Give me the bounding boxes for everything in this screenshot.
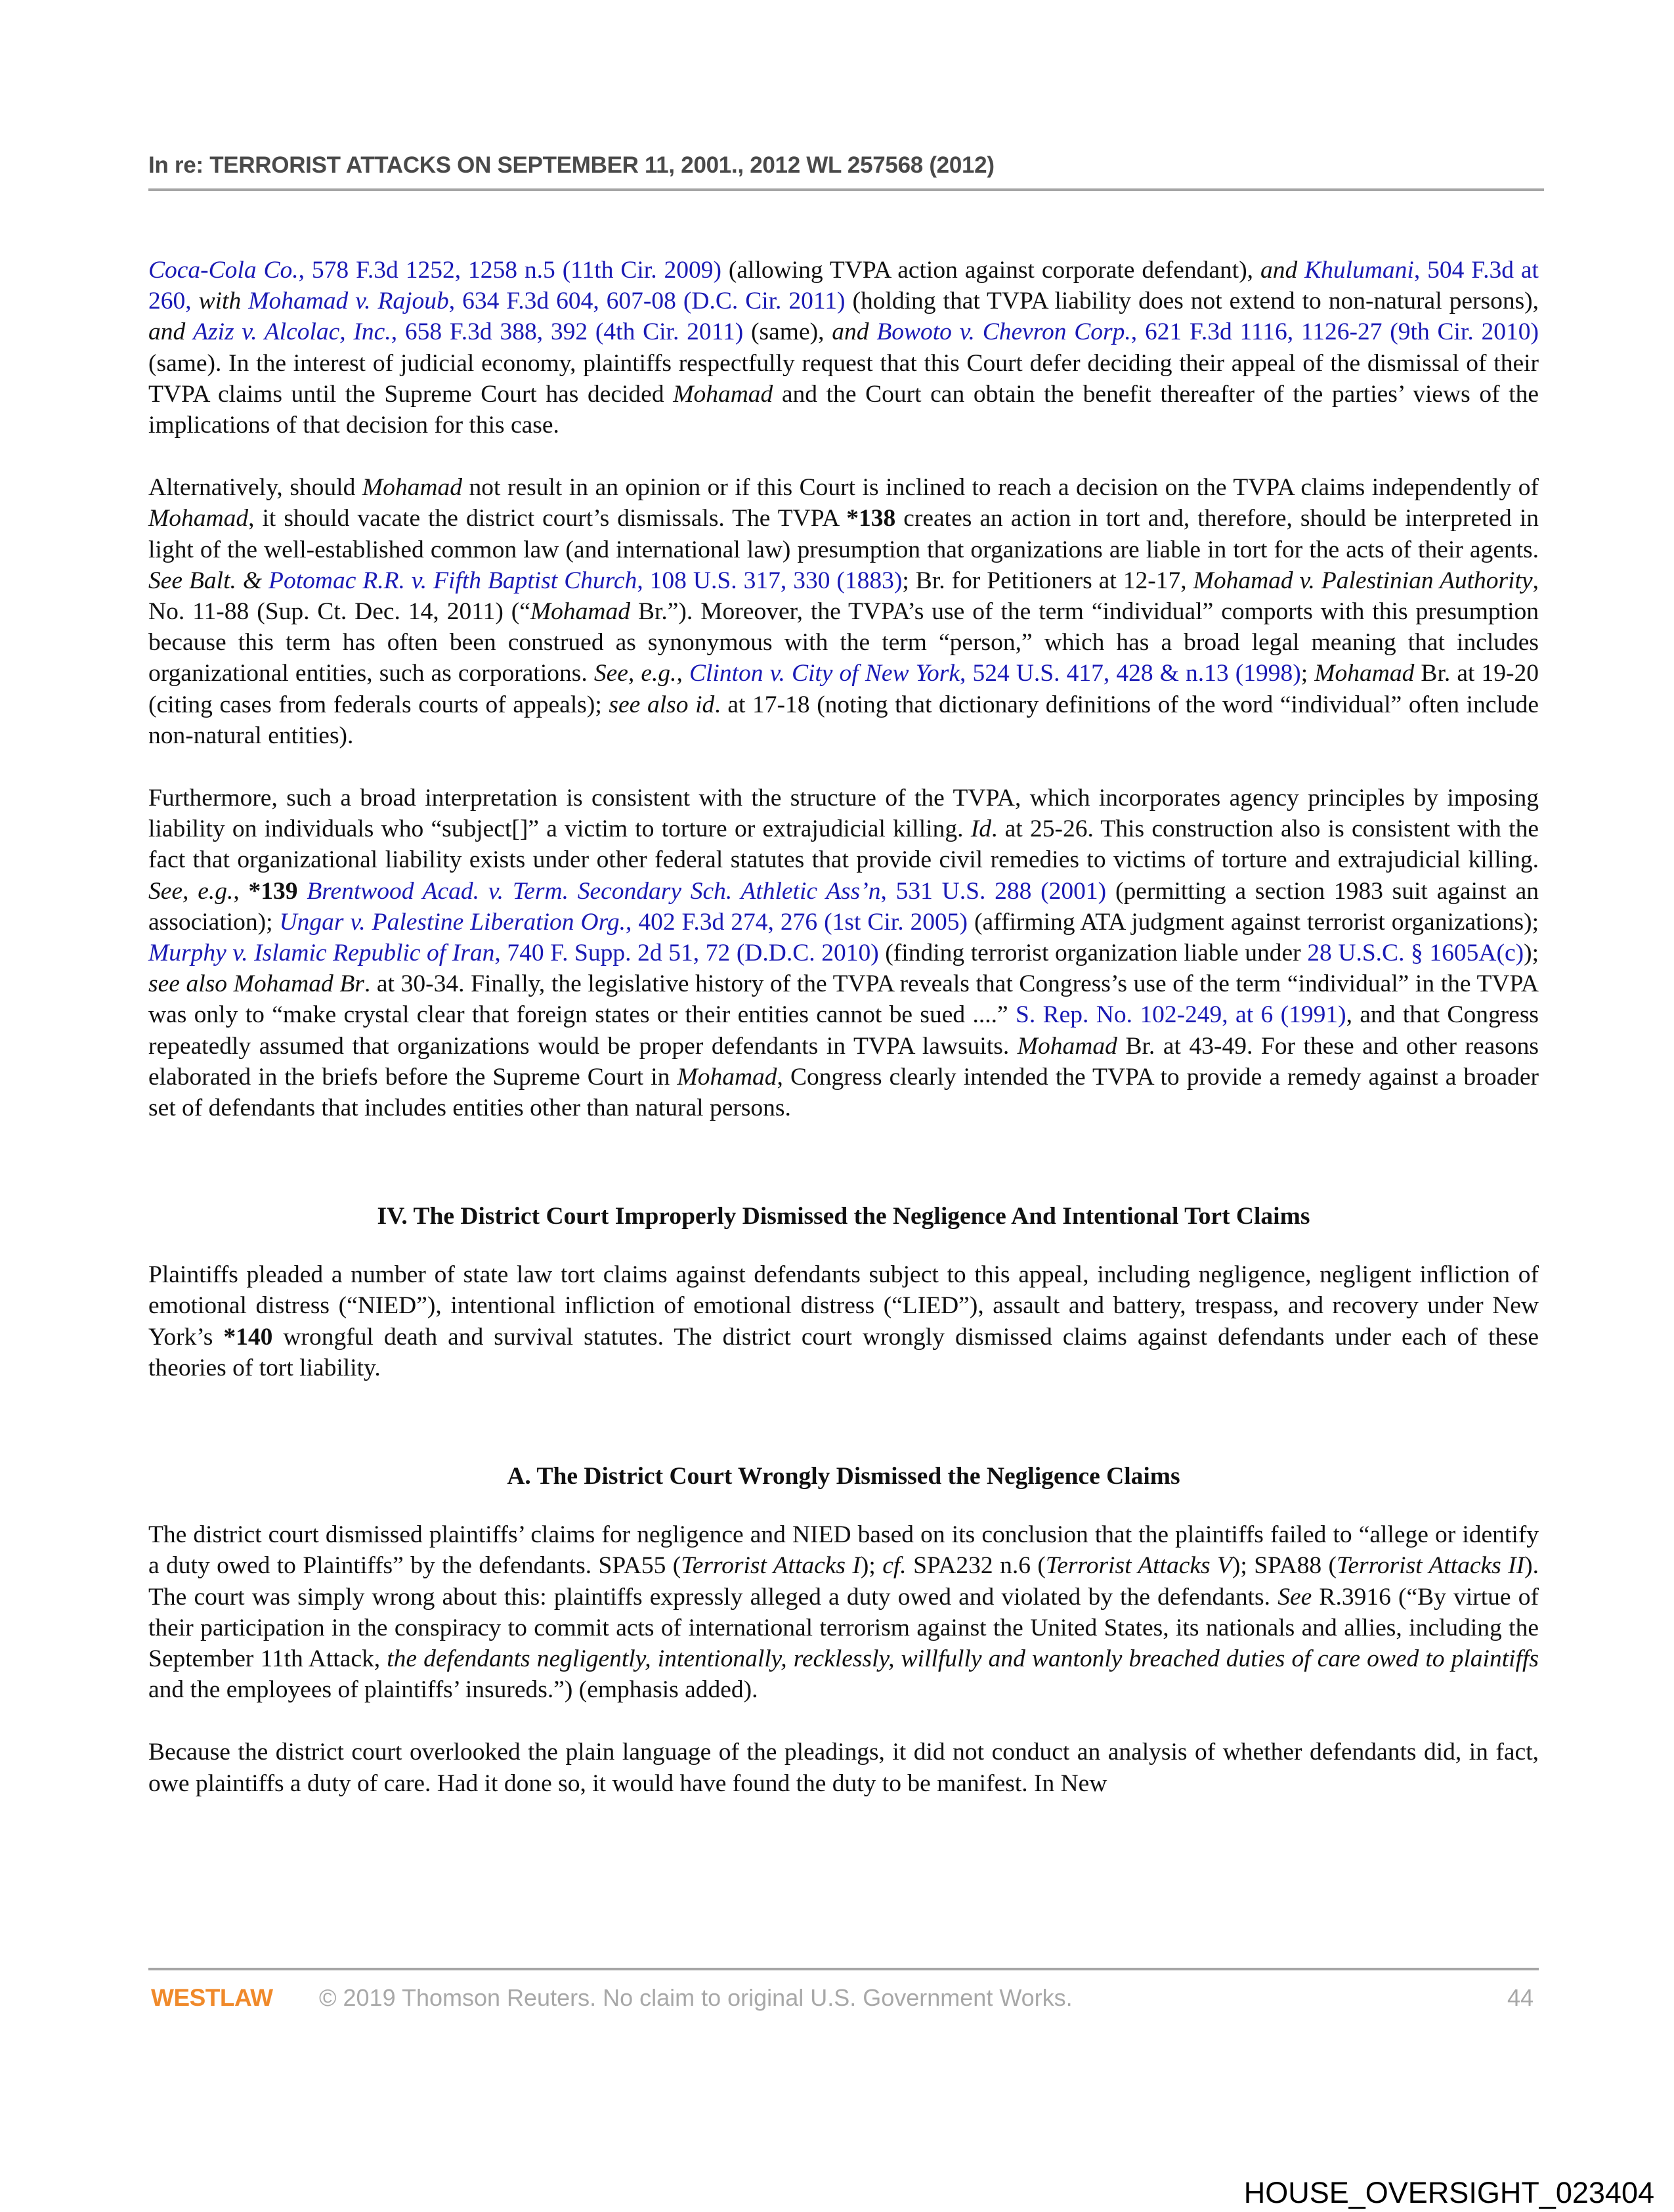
text-run: See Balt. & xyxy=(148,567,269,594)
text-run: Plaintiffs pleaded a number of state law tort claims against defendants subject to this appeal, including negligence, negligent infliction of emotional distress (“NIED”), intentional infliction of emotional distress (“LIED”), assault and battery, trespass, and recovery under New York’s xyxy=(148,1261,1539,1351)
text-run: *138 xyxy=(846,505,896,532)
text-run: not result in an opinion or if this Court is inclined to reach a decision on the TVPA claims independently of xyxy=(461,474,1539,502)
text-run: Terrorist Attacks I xyxy=(681,1552,861,1580)
text-run xyxy=(683,660,689,687)
text-run: (allowing TVPA action against corporate defendant), xyxy=(721,257,1260,284)
citation-link[interactable]: 28 U.S.C. § 1605A(c) xyxy=(1307,940,1524,967)
footer-divider xyxy=(148,1968,1539,1970)
text-run: Mohamad xyxy=(673,380,773,408)
text-run: Id xyxy=(970,815,991,843)
text-run: , No. 11-88 (Sup. Ct. Dec. 14, 2011) (“ xyxy=(148,567,1539,626)
text-run: See xyxy=(1277,1583,1312,1611)
text-run: ); SPA88 ( xyxy=(1232,1552,1337,1580)
text-run: with xyxy=(198,288,242,315)
citation-link[interactable]: Aziz v. Alcolac, Inc. xyxy=(193,318,391,346)
text-run: . at 17-18 (noting that dictionary definitions of the word “individual” often include non-natural entities). xyxy=(148,691,1539,749)
text-run: (same). In the interest of judicial economy, plaintiffs respectfully request that this Court defer deciding their appeal of the dismissal of their TVPA claims until the Supreme Court has decided xyxy=(148,349,1539,408)
text-run: Mohamad xyxy=(362,474,462,502)
citation-link[interactable]: Coca-Cola Co. xyxy=(148,257,299,284)
text-run xyxy=(241,288,248,314)
text-run: cf. xyxy=(882,1552,907,1580)
citation-link[interactable]: , 108 U.S. 317, 330 (1883) xyxy=(637,567,903,594)
text-run: See, e.g., xyxy=(593,660,683,687)
text-run: Br. at 19-20 (citing cases from federals courts of appeals); xyxy=(148,660,1539,718)
text-run: and xyxy=(1260,257,1298,284)
section-heading-a: A. The District Court Wrongly Dismissed the Negligence Claims xyxy=(507,1463,1180,1490)
paragraph-tort-claims xyxy=(148,1259,1539,1383)
citation-link[interactable]: , 634 F.3d 604, 607-08 (D.C. Cir. 2011) xyxy=(448,288,846,315)
text-run: Furthermore, such a broad interpretation is consistent with the structure of the TVPA, which incorporates agency principles by imposing liability on individuals who “subject[]” a victim to torture or extrajudicial killing. xyxy=(148,785,1539,843)
paragraph-alternatively xyxy=(148,472,1539,751)
citation-link[interactable]: , 578 F.3d 1252, 1258 n.5 (11th Cir. 2009) xyxy=(298,257,721,284)
text-run: the defendants negligently, intentionally, recklessly, willfully and wantonly breached duties of care owed to plaintiffs xyxy=(387,1645,1539,1672)
text-run: and the Court can obtain the benefit thereafter of the parties’ views of the implications of that decision for this case. xyxy=(148,380,1539,439)
section-heading-iv: IV. The District Court Improperly Dismissed the Negligence And Intentional Tort Claims xyxy=(377,1203,1310,1230)
text-run: Mohamad v. Palestinian Authority xyxy=(1193,567,1533,594)
paragraph-furthermore xyxy=(148,783,1539,1123)
text-run: See, e.g. xyxy=(148,877,234,905)
running-header-title: In re: TERRORIST ATTACKS ON SEPTEMBER 11, 2001., 2012 WL 257568 (2012) xyxy=(148,152,995,178)
text-run: ); xyxy=(860,1552,883,1580)
paragraph-negligence-dismissal xyxy=(148,1519,1539,1705)
text-run: (finding terrorist organization liable under xyxy=(878,940,1308,967)
text-run: wrongful death and survival statutes. The district court wrongly dismissed claims against defendants under each of these theories of tort liability. xyxy=(148,1323,1539,1381)
paragraph-because xyxy=(148,1737,1539,1798)
westlaw-logo: WESTLAW xyxy=(151,1984,273,2011)
citation-link[interactable]: , 504 F.3d at 260, xyxy=(148,257,1539,315)
text-run: Because the district court overlooked the plain language of the pleadings, it did not conduct an analysis of whether defendants did, in fact, owe plaintiffs a duty of care. Had it done so, it would have found the duty to be manifest. In New xyxy=(148,1739,1539,1797)
citation-link[interactable]: , 524 U.S. 417, 428 & n.13 (1998) xyxy=(960,660,1301,687)
bates-stamp: HOUSE_OVERSIGHT_023404 xyxy=(1243,2176,1654,2209)
text-run: and xyxy=(148,318,186,346)
text-run: Terrorist Attacks V xyxy=(1045,1552,1232,1580)
copyright-notice: © 2019 Thomson Reuters. No claim to original U.S. Government Works. xyxy=(319,1984,1073,2011)
citation-link[interactable]: Clinton v. City of New York xyxy=(689,660,960,687)
citation-link[interactable]: Brentwood Acad. v. Term. Secondary Sch. Athletic Ass’n xyxy=(307,877,881,905)
citation-link[interactable]: Murphy v. Islamic Republic of Iran xyxy=(148,940,495,967)
citation-link[interactable]: Mohamad v. Rajoub xyxy=(248,288,449,315)
text-run: see also Mohamad Br xyxy=(148,970,364,998)
citation-link[interactable]: , 402 F.3d 274, 276 (1st Cir. 2005) xyxy=(625,908,968,936)
text-run: ); xyxy=(1524,940,1539,967)
text-run: (permitting a section 1983 suit against an association); xyxy=(148,877,1539,936)
text-run: . at 30-34. Finally, the legislative history of the TVPA reveals that Congress’s use of the term “individual” in the TVPA was only to “make crystal clear that foreign states or their entities cannot be sued ....” xyxy=(148,970,1539,1029)
text-run: Mohamad xyxy=(530,598,630,626)
text-run: Mohamad xyxy=(1017,1032,1117,1060)
text-run: Alternatively, should xyxy=(148,474,362,502)
text-run: Br.”). Moreover, the TVPA’s use of the term “individual” comports with this presumption because this term has often been construed as synonymous with the term “person,” which has a broad legal meaning that includes organizational entities, such as corporations. xyxy=(148,598,1539,687)
text-run: , it should vacate the district court’s dismissals. The TVPA xyxy=(248,505,847,532)
citation-link[interactable]: S. Rep. No. 102-249, at 6 (1991) xyxy=(1016,1001,1346,1029)
document-body xyxy=(148,255,1539,1799)
text-run: ). The court was simply wrong about this: plaintiffs expressly alleged a duty owed and violated by the defendants. xyxy=(148,1552,1539,1611)
text-run: *140 xyxy=(223,1323,273,1351)
text-run: Mohamad xyxy=(677,1063,777,1091)
citation-link[interactable]: , 740 F. Supp. 2d 51, 72 (D.D.C. 2010) xyxy=(494,940,879,967)
citation-link[interactable]: , 531 U.S. 288 (2001) xyxy=(880,877,1107,905)
citation-link[interactable]: Potomac R.R. v. Fifth Baptist Church xyxy=(268,567,637,594)
paragraph-tvpa-citations xyxy=(148,255,1539,441)
text-run: ; Br. for Petitioners at 12-17, xyxy=(902,567,1193,594)
page-number: 44 xyxy=(1507,1984,1534,2011)
text-run: and the employees of plaintiffs’ insureds.”) (emphasis added). xyxy=(148,1676,758,1704)
text-run: see also id xyxy=(609,691,715,718)
text-run: ; xyxy=(1300,660,1315,687)
text-run: (affirming ATA judgment against terrorist organizations); xyxy=(968,908,1539,936)
citation-link[interactable]: , 658 F.3d 388, 392 (4th Cir. 2011) xyxy=(391,318,744,346)
citation-link[interactable]: Ungar v. Palestine Liberation Org. xyxy=(279,908,626,936)
text-run: *139 xyxy=(248,877,298,905)
text-run: (holding that TVPA liability does not extend to non-natural persons), xyxy=(845,288,1539,315)
text-run: creates an action in tort and, therefore, should be interpreted in light of the well-established common law (and international law) presumption that organizations are liable in tort for the acts of their agents. xyxy=(148,505,1539,563)
text-run: (same), xyxy=(743,318,832,346)
citation-link[interactable]: , 621 F.3d 1116, 1126-27 (9th Cir. 2010) xyxy=(1130,318,1539,346)
text-run: , and that Congress repeatedly assumed that organizations would be proper defendants in TVPA lawsuits. xyxy=(148,1001,1539,1060)
citation-link[interactable]: Khulumani xyxy=(1304,257,1414,284)
text-run: R.3916 (“By virtue of their participation in the conspiracy to commit acts of international terrorism against the United States, its nationals and allies, including the September 11th Attack, xyxy=(148,1583,1539,1672)
page-footer xyxy=(148,1984,1539,2017)
text-run: Terrorist Attacks II xyxy=(1336,1552,1525,1580)
text-run xyxy=(869,318,877,345)
text-run xyxy=(298,878,307,905)
text-run: Mohamad xyxy=(148,505,249,532)
text-run: , Congress clearly intended the TVPA to provide a remedy against a broader set of defendants that includes entities other than natural persons. xyxy=(148,1063,1539,1122)
citation-link[interactable]: Bowoto v. Chevron Corp. xyxy=(876,318,1131,346)
text-run: and xyxy=(832,318,869,346)
text-run xyxy=(185,318,193,345)
text-run: Br. at 43-49. For these and other reasons elaborated in the briefs before the Supreme Court in xyxy=(148,1032,1539,1091)
text-run: . at 25-26. This construction also is consistent with the fact that organizational liability exists under other federal statutes that provide civil remedies to victims of torture and extrajudicial killing. xyxy=(148,815,1539,874)
text-run: SPA232 n.6 ( xyxy=(906,1552,1046,1580)
text-run: , xyxy=(233,877,249,905)
text-run: The district court dismissed plaintiffs’ claims for negligence and NIED based on its conclusion that the plaintiffs failed to “allege or identify a duty owed to Plaintiffs” by the defendants. SPA55 ( xyxy=(148,1521,1539,1580)
header-divider xyxy=(148,188,1544,191)
text-run xyxy=(1297,257,1304,284)
text-run: Mohamad xyxy=(1314,660,1415,687)
